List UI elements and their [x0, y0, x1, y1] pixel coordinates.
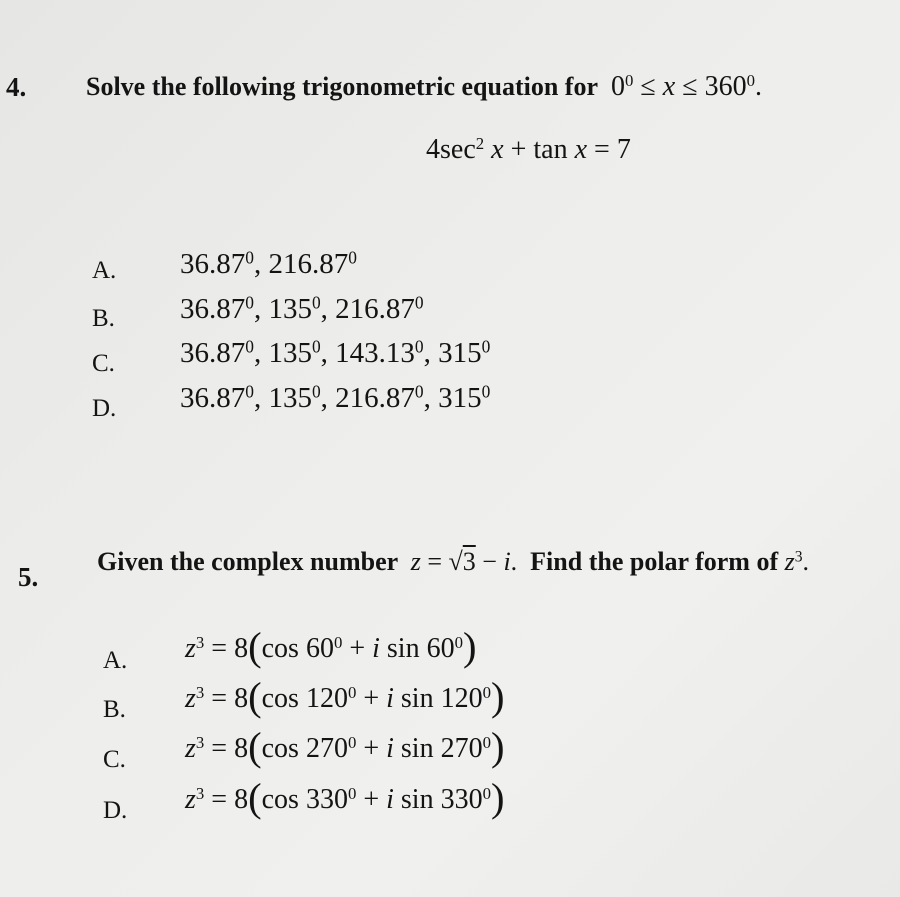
- question-4-stem-text: Solve the following trigonometric equation for: [86, 72, 598, 101]
- question-number-5: 5.: [18, 562, 39, 592]
- question-5-find-text: Find the polar form of: [530, 547, 779, 576]
- q4-option-d-answer[interactable]: 36.87$^0$, $135^0$, 216.87$^0$, $315^0$: [180, 381, 491, 414]
- q5-option-b-label[interactable]: B.: [103, 696, 126, 723]
- q4-option-b-answer[interactable]: 36.87$^0$, $135^0$, 216.87$^0$: [180, 292, 424, 325]
- q4-option-a-answer[interactable]: 36.87$^0$, 216.87$^0$: [180, 247, 357, 280]
- question-number-4: 4.: [6, 72, 27, 102]
- question-4-range: $0^0 \le x \le 360^0$.: [611, 70, 762, 102]
- q5-option-c-label[interactable]: C.: [103, 746, 126, 773]
- question-4-equation: $4\sec^2$ x + tan x = 7: [426, 133, 631, 165]
- q4-option-c-answer[interactable]: 36.87$^0$, $135^0$, 143.13$^0$, $315^0$: [180, 336, 491, 369]
- q4-option-d-label[interactable]: D.: [92, 395, 117, 422]
- q5-option-a-label[interactable]: A.: [103, 647, 128, 674]
- q5-option-d-answer[interactable]: $z^3 = 8(\cos$ $330^0 + i$ $\sin 330^0$): [185, 775, 505, 821]
- q5-option-c-answer[interactable]: $z^3 = 8(\cos$ $270^0 + i$ $\sin 270^0$): [185, 724, 505, 770]
- q5-option-a-answer[interactable]: $z^3 = 8(\cos$ $60^0 + i$ $\sin 60^0$): [185, 624, 477, 670]
- question-5-stem-text: Given the complex number: [97, 547, 398, 576]
- question-5-stem: [97, 547, 809, 577]
- q4-option-b-label[interactable]: B.: [92, 305, 115, 332]
- q5-option-b-answer[interactable]: $z^3 = 8(\cos$ $120^0 + i$ $\sin 120^0$): [185, 674, 505, 720]
- question-4-stem: [86, 71, 762, 103]
- question-5-z-cubed: $z^3$.: [784, 547, 810, 576]
- q4-option-a-label[interactable]: A.: [92, 257, 117, 284]
- q5-option-d-label[interactable]: D.: [103, 797, 128, 824]
- q4-option-c-label[interactable]: C.: [92, 350, 115, 377]
- question-5-complex-number: z = √3 − i.: [410, 547, 524, 576]
